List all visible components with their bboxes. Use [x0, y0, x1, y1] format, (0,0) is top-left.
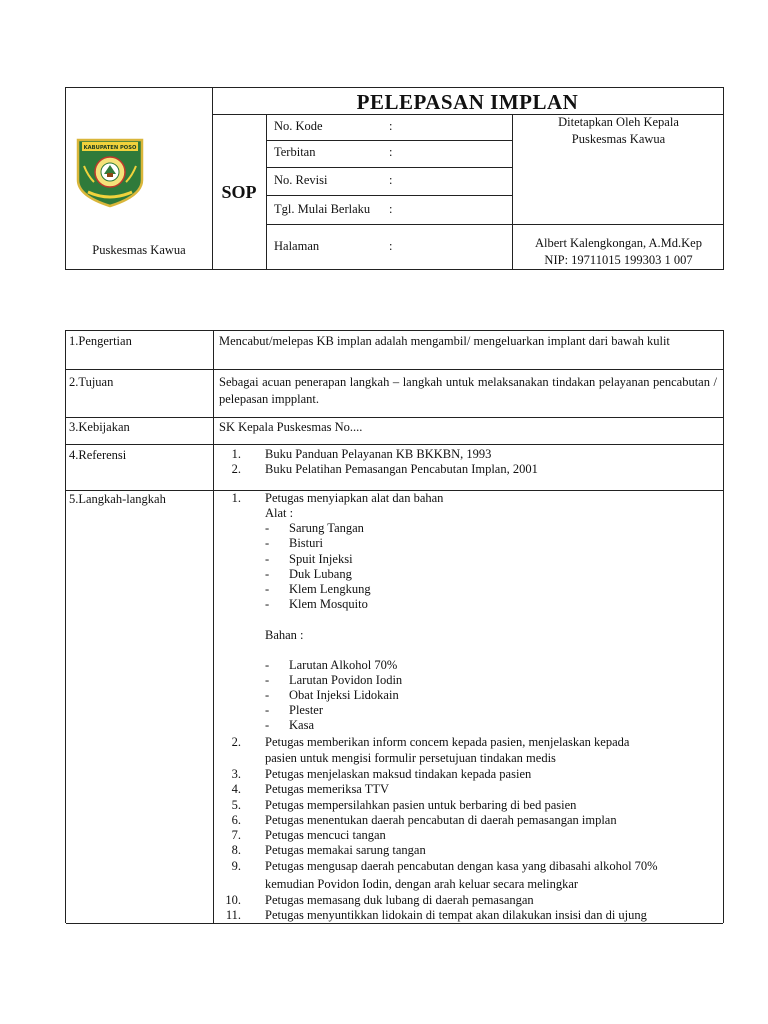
field-label-no-revisi: No. Revisi	[274, 173, 328, 187]
section-label-tujuan: 2.Tujuan	[69, 375, 114, 389]
section-text-pengertian: Mencabut/melepas KB implan adalah mengambil/ mengeluarkan implant dari bawah kulit	[219, 334, 670, 348]
organization-name: Puskesmas Kawua	[92, 243, 186, 257]
section-label-pengertian: 1.Pengertian	[69, 334, 132, 348]
list-item-continuation: pasien untuk mengisi formulir persetujuan tindakan medis	[265, 751, 556, 765]
field-colon: :	[389, 202, 393, 216]
section-text-tujuan: Sebagai acuan penerapan langkah – langkah untuk melaksanakan tindakan pelayanan pencabutan / pelepasan impplant.	[219, 375, 717, 406]
field-label-tgl-mulai: Tgl. Mulai Berlaku	[274, 202, 371, 216]
approval-line-1: Ditetapkan Oleh Kepala	[558, 115, 679, 129]
field-label-no-kode: No. Kode	[274, 119, 323, 133]
alat-label: Alat :	[265, 506, 294, 520]
signer-nip: NIP: 19711015 199303 1 007	[544, 253, 693, 267]
signer-name: Albert Kalengkongan, A.Md.Kep	[535, 236, 702, 250]
bahan-label: Bahan :	[265, 628, 304, 642]
document-title: PELEPASAN IMPLAN	[356, 90, 579, 114]
sop-label: SOP	[221, 181, 257, 202]
field-colon: :	[389, 173, 393, 187]
field-colon: :	[389, 239, 393, 253]
section-label-langkah: 5.Langkah-langkah	[69, 492, 166, 506]
field-label-terbitan: Terbitan	[274, 145, 316, 159]
field-colon: :	[389, 119, 393, 133]
approval-block	[514, 114, 723, 148]
field-colon: :	[389, 145, 393, 159]
section-label-referensi: 4.Referensi	[69, 448, 127, 462]
logo-text: KABUPATEN POSO	[83, 145, 137, 151]
list-item-continuation: kemudian Povidon Iodin, dengan arah keluar secara melingkar	[265, 877, 579, 891]
sop-header-table	[65, 87, 724, 270]
approval-line-2: Puskesmas Kawua	[571, 132, 666, 146]
sop-content-table: 1.Pengertian Mencabut/melepas KB implan adalah mengambil/ mengeluarkan implant dari bawah kulit 2.Tujuan Sebagai acuan penerapan langkah – langkah untuk melaksanakan tindakan pelayanan pencabutan / pelepasan impplant. 3.Kebijakan SK Kepala Puskesmas No.... 4.Referensi 1. Buku Panduan Pelayanan KB BKKBN, 1993 2. Buku Pelatihan Pemasangan Pencabutan Implan, 2001 5.Langkah-langkah 1. Petugas menyiapkan alat dan bahan Alat : - Sarung Tangan - Bisturi - Spuit Injeksi - Duk Lubang - Klem Lengkung - Klem Mosquito Bahan : - Larutan Alkohol 70% - Larutan Povidon Iodin - Obat Injeksi Lidokain - Plester - Kasa 2. Petugas memberikan inform concem kepada pasien, menjelaskan kepada pasien untuk mengisi formulir persetujuan tindakan medis 3. Petugas menjelaskan maksud tindakan kepada pasien 4. Petugas memeriksa TTV 5. Petugas mempersilahkan pasien untuk berbaring di bed pasien 6. Petugas menentukan daerah pencabutan di daerah pemasangan implan 7. Petugas mencuci tangan 8. Petugas memakai sarung tangan 9. Petugas mengusap daerah pencabutan dengan kasa yang dibasahi alkohol 70% kemudian Povidon Iodin, dengan arah keluar secara melingkar 10. Petugas memasang duk lubang di daerah pemasangan 11. Petugas menyuntikkan lidokain di tempat akan dilakukan insisi dan di ujung	[65, 330, 724, 923]
field-label-halaman: Halaman	[274, 239, 320, 253]
signer-block	[514, 235, 723, 269]
kabupaten-poso-logo	[74, 136, 146, 208]
section-text-kebijakan: SK Kepala Puskesmas No....	[219, 420, 363, 434]
section-label-kebijakan: 3.Kebijakan	[69, 420, 130, 434]
